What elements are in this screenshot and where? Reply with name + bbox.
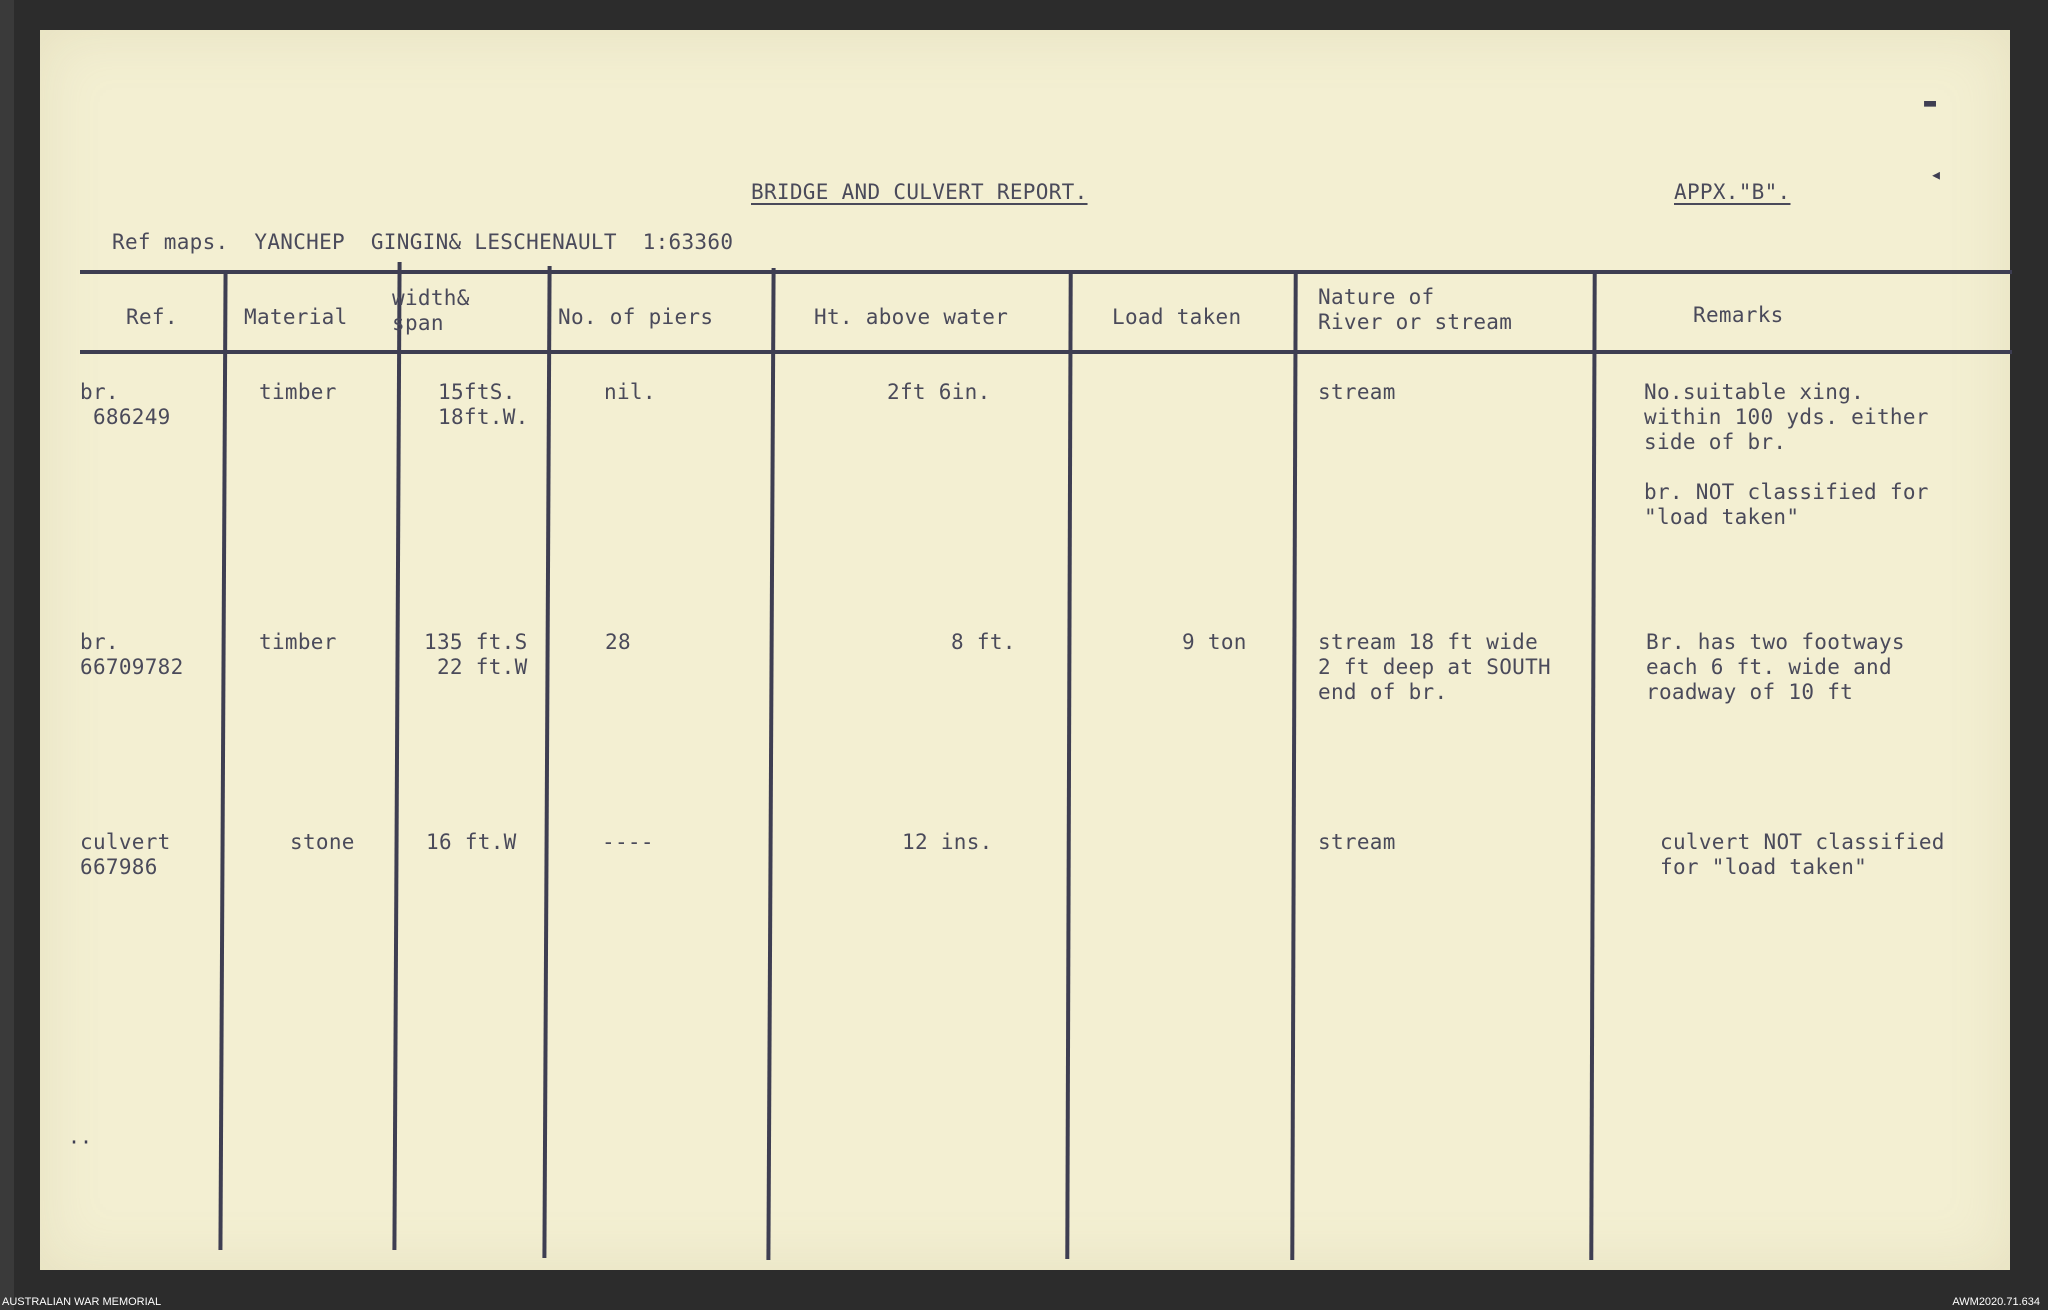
header-piers: No. of piers — [558, 305, 714, 329]
header-material: Material — [244, 305, 348, 329]
row3-width-span: 16 ft.W — [426, 830, 517, 854]
row3-material: stone — [290, 830, 355, 854]
footer-right: AWM2020.71.634 — [1952, 1296, 2040, 1308]
header-height: Ht. above water — [814, 305, 1009, 329]
column-divider-5 — [1065, 274, 1072, 1259]
row2-piers: 28 — [605, 630, 631, 654]
footer-left: AUSTRALIAN WAR MEMORIAL — [2, 1296, 162, 1308]
row3-ref: culvert 667986 — [80, 830, 171, 879]
row3-height: 12 ins. — [902, 830, 993, 854]
row2-ref: br. 66709782 — [80, 630, 184, 679]
header-nature: Nature of River or stream — [1318, 285, 1513, 334]
row3-piers: ---- — [602, 830, 654, 854]
row1-remarks: No.suitable xing. within 100 yds. either side of br. br. NOT classified for "load taken" — [1644, 380, 1929, 529]
row1-piers: nil. — [604, 380, 656, 404]
row3-remarks: culvert NOT classified for "load taken" — [1660, 830, 1945, 879]
column-divider-2 — [392, 262, 401, 1250]
header-load: Load taken — [1112, 305, 1242, 329]
typed-report-page — [40, 30, 2010, 1270]
row1-material: timber — [259, 380, 337, 404]
report-title: BRIDGE AND CULVERT REPORT. — [751, 180, 1088, 204]
row2-height: 8 ft. — [951, 630, 1016, 654]
scan-border — [0, 0, 14, 1310]
column-divider-3 — [542, 266, 551, 1258]
row2-load: 9 ton — [1182, 630, 1247, 654]
header-remarks: Remarks — [1693, 303, 1784, 327]
column-divider-4 — [766, 268, 775, 1260]
row1-ref: br. 686249 — [80, 380, 171, 429]
column-divider-7 — [1589, 270, 1596, 1260]
row1-width-span: 15ftS. 18ft.W. — [438, 380, 529, 429]
row2-material: timber — [259, 630, 337, 654]
header-ref: Ref. — [126, 305, 178, 329]
table-header-rule — [80, 350, 2012, 354]
ref-maps-line: Ref maps. YANCHEP GINGIN& LESCHENAULT 1:63360 — [112, 230, 734, 254]
ink-mark: ◂ — [1930, 162, 1943, 186]
table-top-rule — [80, 270, 2012, 274]
header-width-span: width& span — [392, 286, 470, 335]
ink-mark: ·· — [68, 1130, 93, 1154]
row3-nature: stream — [1318, 830, 1396, 854]
column-divider-1 — [218, 270, 227, 1250]
row1-height: 2ft 6in. — [887, 380, 991, 404]
appendix-label: APPX."B". — [1674, 180, 1791, 204]
row2-width-span: 135 ft.S 22 ft.W — [424, 630, 528, 679]
row2-remarks: Br. has two footways each 6 ft. wide and roadway of 10 ft — [1646, 630, 1905, 704]
row2-nature: stream 18 ft wide 2 ft deep at SOUTH end of br. — [1318, 630, 1551, 704]
ink-mark: ▬ — [1924, 90, 1937, 114]
row1-nature: stream — [1318, 380, 1396, 404]
column-divider-6 — [1290, 274, 1297, 1260]
